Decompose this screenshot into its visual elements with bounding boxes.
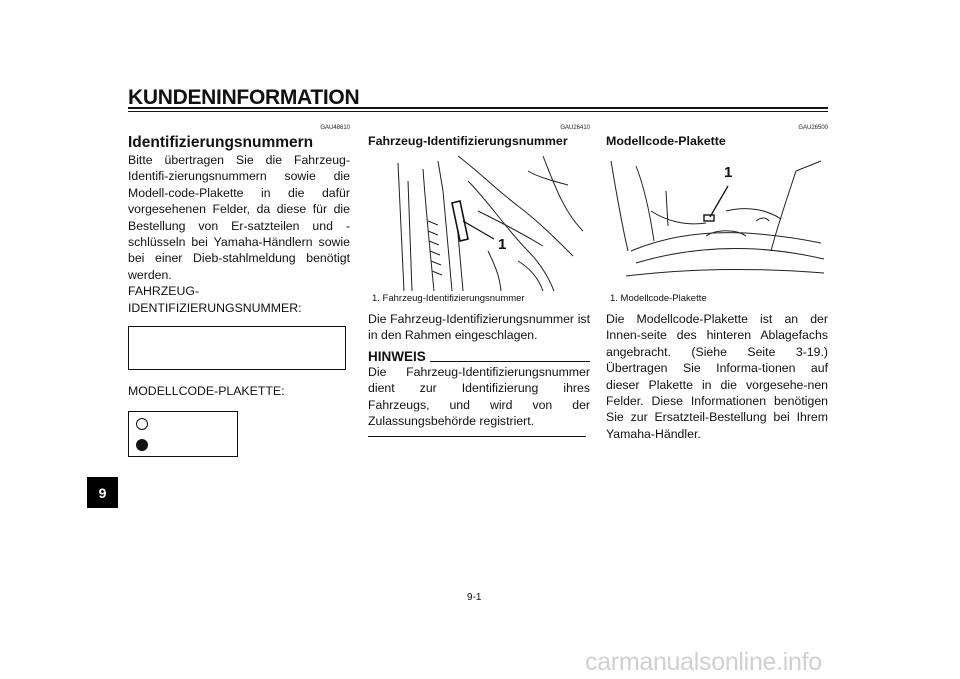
plate-entry-box — [128, 411, 238, 457]
intro-paragraph: Bitte übertragen Sie die Fahrzeug-Identifi-zierungsnummern sowie die Modell-code-Plakette in die dafür vorgesehenen Felder, da diese für die Bestellung von Er-satzteilen und -schlüsseln bei Yamaha-Händlern sowie bei einer Dieb-stahlmeldung benötigt werden. — [128, 153, 350, 282]
vin-label-line1: FAHRZEUG- — [128, 284, 200, 299]
vin-entry-box — [128, 326, 346, 370]
note-title: HINWEIS — [368, 348, 426, 364]
section-heading: Modellcode-Plakette — [606, 134, 726, 148]
frame-drawing-icon — [368, 151, 590, 291]
note-header — [368, 350, 590, 364]
plate-paragraph: Die Modellcode-Plakette ist an der Innen-seite des hinteren Ablagefachs angebracht. (Siehe Seite 3-19.) Übertragen Sie Informa-tionen auf dieser Plakette in die vorgesehe-nen Felder. Diese Informationen benötigen Sie zur Ersatzteil-Bestellung bei Ihrem Yamaha-Händler. — [606, 312, 828, 441]
section-code: GAU48610 — [320, 125, 350, 131]
column-vin — [368, 124, 590, 437]
watermark: carmanualsonline.info — [585, 648, 822, 676]
model-plate-illustration — [606, 151, 828, 291]
filled-circle-icon — [136, 439, 148, 451]
column-identification — [128, 124, 350, 457]
vin-paragraph: Die Fahrzeug-Identifizierungsnummer ist in den Rahmen eingeschlagen. — [368, 312, 590, 343]
vin-label-line2: IDENTIFIZIERUNGSNUMMER: — [128, 300, 302, 315]
header-rule-thin — [128, 111, 828, 112]
plate-callout-number: 1 — [724, 164, 733, 181]
header-rule — [128, 107, 828, 109]
vin-callout-number: 1 — [498, 236, 507, 253]
section-code: GAU26500 — [798, 125, 828, 131]
plate-figure-caption: 1. Modellcode-Plakette — [610, 293, 707, 304]
note-header-rule — [430, 361, 590, 362]
column-model-plate — [606, 124, 828, 442]
empty-circle-icon — [136, 418, 148, 430]
vin-figure-caption: 1. Fahrzeug-Identifizierungsnummer — [372, 293, 525, 304]
chapter-tab: 9 — [87, 477, 118, 508]
header-title: KUNDENINFORMATION — [128, 86, 360, 109]
note-text: Die Fahrzeug-Identifizierungsnummer dient zur Identifizierung ihres Fahrzeugs, und wird von der Zulassungsbehörde registriert. — [368, 364, 590, 429]
storage-compartment-drawing-icon — [606, 151, 828, 291]
plate-label: MODELLCODE-PLAKETTE: — [128, 384, 285, 399]
section-heading: Fahrzeug-Identifizierungsnummer — [368, 134, 568, 148]
page-number: 9-1 — [467, 592, 482, 603]
vin-illustration — [368, 151, 590, 291]
note-end-rule — [368, 436, 586, 437]
section-heading: Identifizierungsnummern — [128, 134, 314, 151]
section-code: GAU26410 — [560, 125, 590, 131]
